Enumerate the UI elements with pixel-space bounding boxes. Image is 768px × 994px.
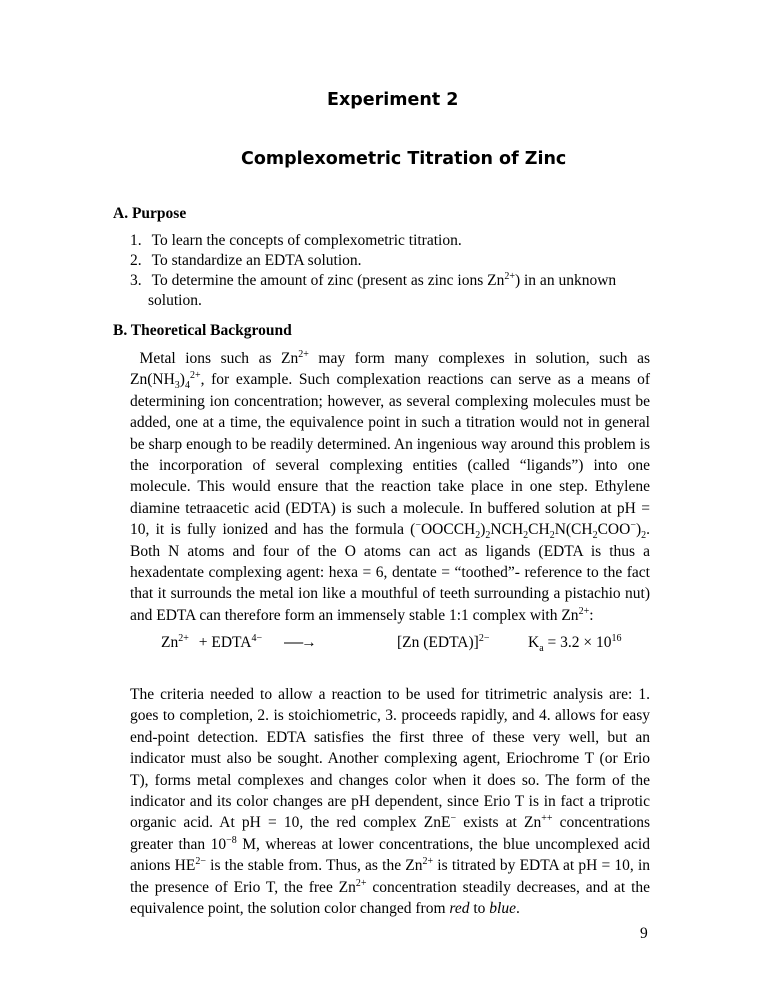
purpose-item-2 xyxy=(130,252,362,270)
purpose-item-number: 1. xyxy=(130,232,142,249)
purpose-item-number: 2. xyxy=(130,252,142,269)
equation-arrow: ⎯⎯⎯→ xyxy=(283,634,315,651)
purpose-item-1 xyxy=(130,232,462,250)
page-number: 9 xyxy=(640,925,648,942)
equation-reactant: $Zn^{2+}$ xyxy=(161,632,189,651)
purpose-item-text: To standardize an EDTA solution. xyxy=(151,252,362,269)
reaction-equation xyxy=(161,634,315,652)
section-a-heading: A. Purpose xyxy=(113,205,187,222)
purpose-item-3-continued: solution. xyxy=(148,292,202,309)
equation-constant: $K_a = 3.2 \times 10^{16}$ xyxy=(528,632,622,655)
background-paragraph-2: The criteria needed to allow a reaction to be used for titrimetric analysis are: 1. goes to completion, 2. is stoichiometric, 3. proceeds rapidly, and 4. allows for easy end-point detection. EDTA satisfies the first three of these very well, but an indicator must also be sought. Another complexing agent, Eriochrome T (or Erio T), forms metal complexes and changes color when it does so. The form of the indicator and its color changes are pH dependent, since Erio T is in fact a triprotic organic acid. At pH = 10, the red complex ZnE− exists at Zn++ concentrations greater than $10^{-8}$ M, whereas at lower concentrations, the blue uncomplexed acid anions $HE^{2-}$ is the stable from. Thus, as the $Zn^{2+}$ is titrated by EDTA at pH = 10, in the presence of Erio T, the free $Zn^{2+}$ concentration steadily decreases, and at the equivalence point, the solution color changed from red to blue. xyxy=(130,686,650,918)
background-paragraph-1: Metal ions such as $Zn^{2+}$ may form many complexes in solution, such as $Zn(NH_3)_4^{2+}$, for example. Such complexation reactions can serve as a means of determining ion concentration; however, as several complexing molecules must be added, one at a time, the equivalence point in such a titration would not in general be sharp enough to be readily determined. An ingenious way around this problem is the incorporation of several complexing entities (called “ligands”) into one molecule. This would ensure that the reaction take place in one step. Ethylene diamine tetraacetic acid (EDTA) is such a molecule. In buffered solution at pH = 10, it is fully ionized and has the formula $(^-OOCCH_2)_2NCH_2CH_2N(CH_2COO^-)_2$. Both N atoms and four of the O atoms can act as ligands (EDTA is thus a hexadentate complexing agent: hexa = 6, dentate = “toothed”- reference to the fact that it surrounds the metal ion like a mouthful of teeth surrounding a pistachio nut) and EDTA can therefore form an immensely stable 1:1 complex with $Zn^{2+}$: xyxy=(130,348,650,624)
purpose-item-3 xyxy=(130,272,616,290)
section-b-heading: B. Theoretical Background xyxy=(113,322,292,339)
purpose-item-text-rich: To determine the amount of zinc (present as zinc ions $Zn^{2+}$) in an unknown xyxy=(151,270,617,289)
experiment-title: Experiment 2 xyxy=(327,90,459,110)
equation-product: [Zn (EDTA)]$^{2-}$ xyxy=(397,632,490,651)
purpose-item-text: To learn the concepts of complexometric titration. xyxy=(151,232,462,249)
equation-edta: + $EDTA^{4-}$ xyxy=(198,632,263,651)
purpose-item-number: 3. xyxy=(130,272,142,289)
experiment-subtitle: Complexometric Titration of Zinc xyxy=(241,149,567,169)
